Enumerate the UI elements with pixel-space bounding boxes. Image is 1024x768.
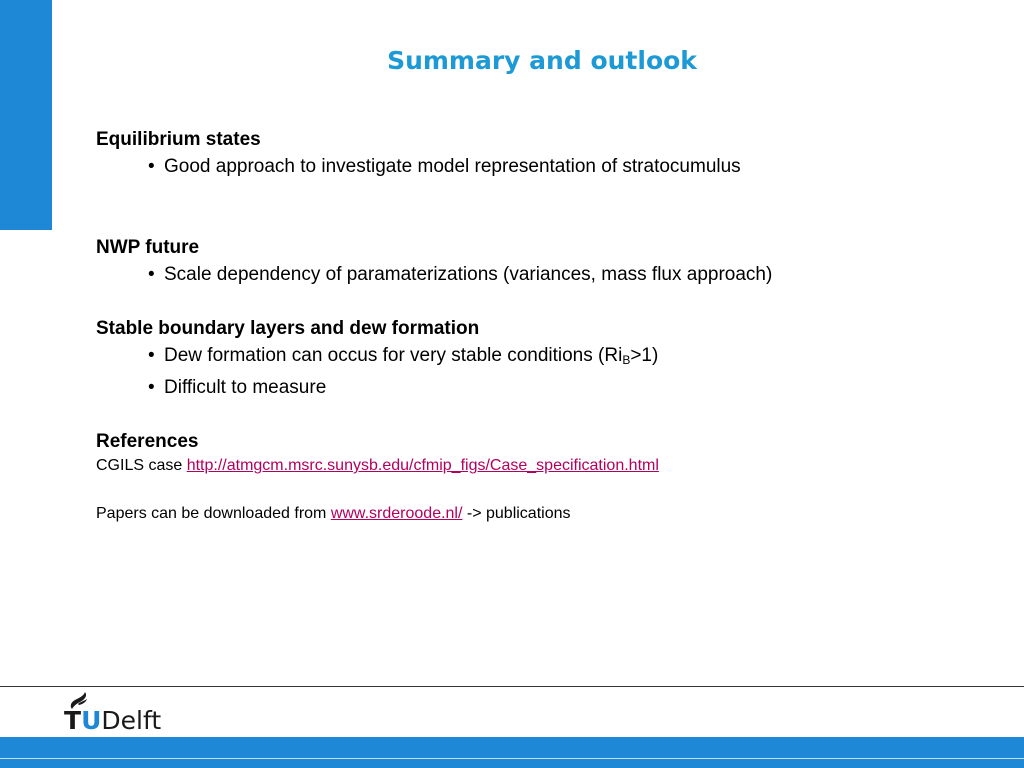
slide-content xyxy=(96,126,996,525)
logo-letter-t: T xyxy=(64,706,82,735)
bullet-text: Good approach to investigate model representation of stratocumulus xyxy=(164,156,741,177)
bullet-text-suffix: >1) xyxy=(630,345,659,366)
cgils-label: CGILS case xyxy=(96,457,187,474)
corner-accent-bar xyxy=(0,0,52,230)
logo-letter-u: U xyxy=(81,706,102,735)
papers-suffix: -> publications xyxy=(462,505,571,522)
bullet-item xyxy=(96,261,996,288)
bullet-icon: • xyxy=(148,345,155,366)
footer-band-stripe xyxy=(0,758,1024,759)
cgils-reference xyxy=(96,455,996,477)
logo-wordmark xyxy=(64,706,161,736)
section-stable-boundary xyxy=(96,315,996,401)
papers-reference xyxy=(96,503,996,525)
section-equilibrium xyxy=(96,126,996,180)
papers-link[interactable]: www.srderoode.nl/ xyxy=(330,505,463,522)
section-heading: References xyxy=(96,431,199,452)
slide-title: Summary and outlook xyxy=(387,46,697,75)
papers-prefix: Papers can be downloaded from xyxy=(96,505,331,522)
bullet-text-prefix: Dew formation can occus for very stable conditions (Ri xyxy=(164,345,623,366)
footer-band xyxy=(0,737,1024,768)
bullet-icon: • xyxy=(148,156,155,177)
bullet-text: Scale dependency of paramaterizations (variances, mass flux approach) xyxy=(164,264,773,285)
bullet-icon: • xyxy=(148,377,155,398)
bullet-item xyxy=(96,153,996,180)
bullet-subscript: B xyxy=(622,353,631,367)
logo-delft: Delft xyxy=(101,706,162,735)
bullet-text: Difficult to measure xyxy=(164,377,327,398)
bullet-item xyxy=(96,342,996,374)
section-heading: NWP future xyxy=(96,237,200,258)
footer-divider xyxy=(0,686,1024,687)
section-heading: Equilibrium states xyxy=(96,129,261,150)
section-heading: Stable boundary layers and dew formation xyxy=(96,318,480,339)
section-references xyxy=(96,428,996,525)
bullet-item xyxy=(96,374,996,401)
bullet-icon: • xyxy=(148,264,155,285)
section-nwp xyxy=(96,234,996,288)
tu-delft-logo xyxy=(64,692,194,736)
cgils-link[interactable]: http://atmgcm.msrc.sunysb.edu/cfmip_figs/Case_specification.html xyxy=(186,457,659,474)
